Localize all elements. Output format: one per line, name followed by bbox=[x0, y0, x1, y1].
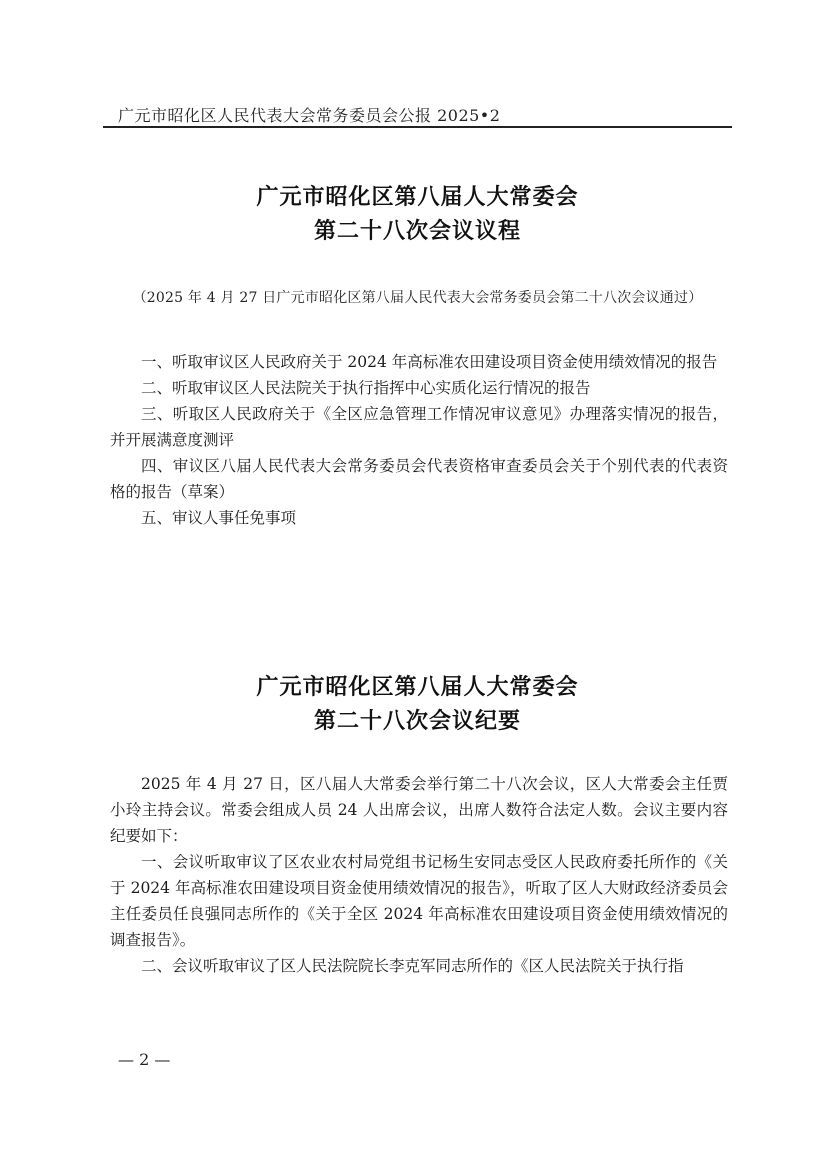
minutes-title-line1: 广元市昭化区第八届人大常委会 bbox=[256, 674, 579, 700]
minutes-paragraph: 2025 年 4 月 27 日，区八届人大常委会举行第二十八次会议，区人大常委会主任贾小玲主持会议。常委会组成人员 24 人出席会议，出席人数符合法定人数。会议主要内容纪要如下： bbox=[110, 775, 728, 845]
agenda-item: 二、听取审议区人民法院关于执行指挥中心实质化运行情况的报告 bbox=[141, 379, 591, 397]
running-header: 广元市昭化区人民代表大会常务委员会公报 2025•2 bbox=[118, 106, 501, 125]
agenda-item: 三、听取区人民政府关于《全区应急管理工作情况审议意见》办理落实情况的报告，并开展满意度测评 bbox=[110, 405, 728, 449]
agenda-title-line2: 第二十八次会议议程 bbox=[313, 218, 521, 244]
minutes-paragraph: 二、会议听取审议了区人民法院院长李克军同志所作的《区人民法院关于执行指 bbox=[141, 957, 684, 975]
minutes-body bbox=[110, 771, 728, 979]
agenda-adoption-note: （2025 年 4 月 27 日广元市昭化区第八届人民代表大会常务委员会第二十八次会议通过） bbox=[132, 290, 703, 306]
agenda-item: 一、听取审议区人民政府关于 2024 年高标准农田建设项目资金使用绩效情况的报告 bbox=[141, 353, 718, 371]
minutes-paragraph: 一、会议听取审议了区农业农村局党组书记杨生安同志受区人民政府委托所作的《关于 2024 年高标准农田建设项目资金使用绩效情况的报告》，听取了区人大财政经济委员会主任委员任良强同志所作的《关于全区 2024 年高标准农田建设项目资金使用绩效情况的调查报告》。 bbox=[110, 853, 728, 949]
agenda-list bbox=[110, 349, 728, 531]
page-number: — 2 — bbox=[118, 1050, 171, 1069]
header-divider bbox=[103, 126, 732, 128]
agenda-item: 四、审议区八届人民代表大会常务委员会代表资格审查委员会关于个别代表的代表资格的报告（草案） bbox=[110, 457, 728, 501]
agenda-title-line1: 广元市昭化区第八届人大常委会 bbox=[256, 184, 579, 210]
minutes-title-line2: 第二十八次会议纪要 bbox=[313, 708, 521, 734]
agenda-item: 五、审议人事任免事项 bbox=[141, 509, 297, 527]
